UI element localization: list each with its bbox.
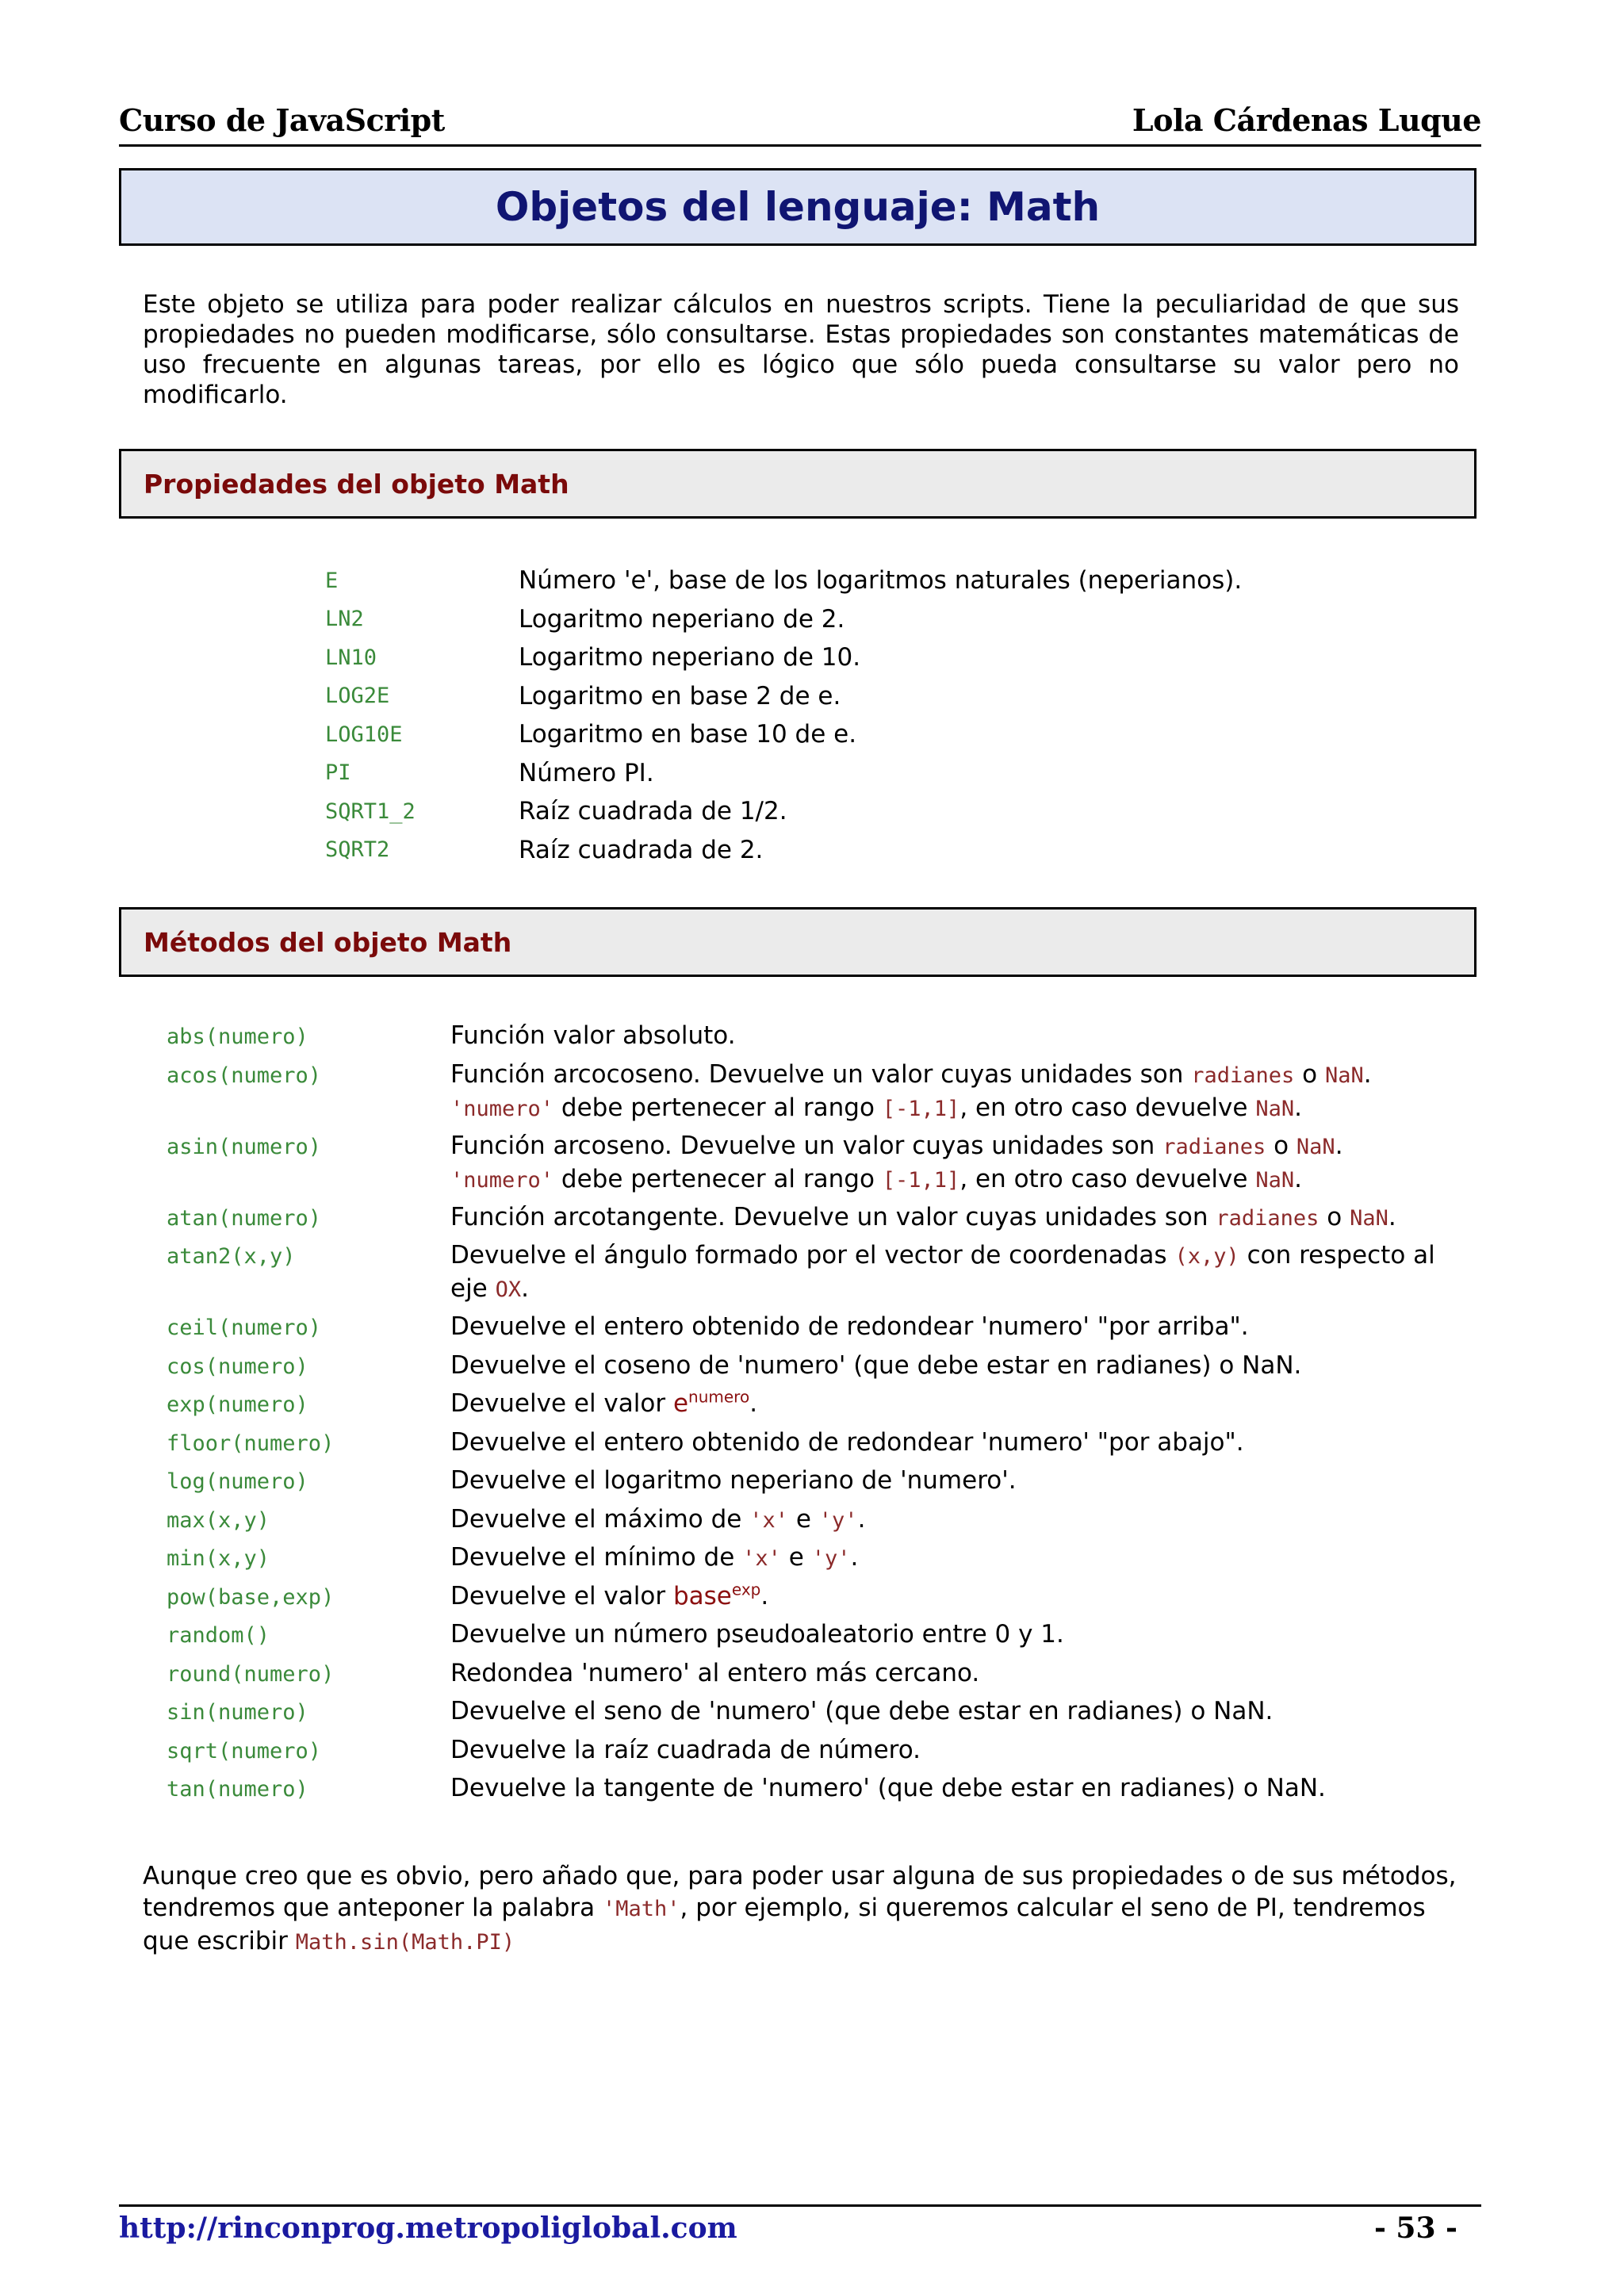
method-desc: Devuelve el logaritmo neperiano de 'numero'. bbox=[450, 1466, 1017, 1495]
method-desc: Devuelve el entero obtenido de redondear 'numero' "por abajo". bbox=[450, 1427, 1244, 1457]
method-name: tan(numero) bbox=[167, 1777, 308, 1802]
property-desc: Logaritmo neperiano de 10. bbox=[519, 643, 861, 672]
author-name: Lola Cárdenas Luque bbox=[1132, 102, 1481, 138]
method-row-random bbox=[167, 1618, 1451, 1657]
methods-heading-box bbox=[119, 907, 1477, 977]
methods-heading: Métodos del objeto Math bbox=[144, 926, 512, 958]
property-desc: Logaritmo en base 10 de e. bbox=[519, 720, 857, 749]
method-row-floor bbox=[167, 1427, 1451, 1465]
method-name: acos(numero) bbox=[167, 1063, 322, 1088]
method-desc: Devuelve el entero obtenido de redondear 'numero' "por arriba". bbox=[450, 1312, 1249, 1341]
page-number: - 53 - bbox=[1373, 2212, 1457, 2245]
property-desc: Logaritmo en base 2 de e. bbox=[519, 681, 841, 710]
method-name: min(x,y) bbox=[167, 1546, 270, 1571]
method-name: sin(numero) bbox=[167, 1700, 308, 1725]
method-desc: Devuelve la raíz cuadrada de número. bbox=[450, 1735, 921, 1764]
method-name: cos(numero) bbox=[167, 1354, 308, 1379]
property-name: LOG2E bbox=[325, 684, 390, 709]
property-name: PI bbox=[325, 760, 351, 786]
property-row bbox=[325, 677, 1242, 716]
method-name: log(numero) bbox=[167, 1469, 308, 1494]
method-desc: Función arcotangente. Devuelve un valor cuyas unidades son radianes o NaN. bbox=[450, 1202, 1396, 1231]
method-row-sqrt bbox=[167, 1734, 1451, 1773]
method-row-round bbox=[167, 1657, 1451, 1696]
method-row-asin bbox=[167, 1130, 1451, 1201]
property-row bbox=[325, 754, 1242, 793]
method-desc: Función arcoseno. Devuelve un valor cuyas unidades son radianes o NaN. 'numero' debe pertenecer al rango [-1,1], en otro caso devuelve NaN. bbox=[450, 1131, 1343, 1193]
method-desc: Devuelve el ángulo formado por el vector de coordenadas (x,y) con respecto al eje OX. bbox=[450, 1241, 1435, 1303]
property-desc: Raíz cuadrada de 2. bbox=[519, 835, 764, 864]
method-row-atan bbox=[167, 1201, 1451, 1240]
property-row bbox=[325, 715, 1242, 754]
property-name: E bbox=[325, 568, 339, 593]
method-desc: Devuelve el mínimo de 'x' e 'y'. bbox=[450, 1543, 859, 1572]
properties-heading-box bbox=[119, 449, 1477, 519]
property-row bbox=[325, 600, 1242, 639]
method-row-pow bbox=[167, 1580, 1451, 1619]
method-name: sqrt(numero) bbox=[167, 1738, 322, 1764]
closing-paragraph: Aunque creo que es obvio, pero añado que, para poder usar alguna de sus propiedades o de sus métodos, tendremos que anteponer la palabra 'Math', por ejemplo, si queremos calcular el seno de PI, tendremos que escribir Math.sin(Math.PI) bbox=[143, 1862, 1457, 1955]
method-name: floor(numero) bbox=[167, 1430, 335, 1456]
method-desc: Devuelve un número pseudoaleatorio entre 0 y 1. bbox=[450, 1620, 1064, 1649]
method-name: asin(numero) bbox=[167, 1134, 322, 1159]
method-row-sin bbox=[167, 1695, 1451, 1734]
method-name: atan(numero) bbox=[167, 1205, 322, 1231]
course-title: Curso de JavaScript bbox=[119, 102, 445, 138]
properties-table bbox=[325, 561, 1242, 869]
method-name: pow(base,exp) bbox=[167, 1584, 335, 1610]
method-desc: Devuelve el coseno de 'numero' (que debe estar en radianes) o NaN. bbox=[450, 1350, 1302, 1380]
method-row-max bbox=[167, 1503, 1451, 1542]
method-row-cos bbox=[167, 1350, 1451, 1388]
method-desc: Devuelve el seno de 'numero' (que debe estar en radianes) o NaN. bbox=[450, 1697, 1274, 1725]
page-header bbox=[119, 94, 1481, 147]
method-row-atan2 bbox=[167, 1239, 1451, 1311]
property-name: LN2 bbox=[325, 607, 364, 632]
method-name: atan2(x,y) bbox=[167, 1244, 296, 1269]
method-desc: Devuelve la tangente de 'numero' (que debe estar en radianes) o NaN. bbox=[450, 1774, 1326, 1802]
method-row-log bbox=[167, 1465, 1451, 1503]
method-desc: Devuelve el valor $e^{numero}$. bbox=[450, 1387, 758, 1418]
page-footer bbox=[119, 2204, 1481, 2245]
properties-heading: Propiedades del objeto Math bbox=[144, 468, 569, 500]
method-desc: Devuelve el máximo de 'x' e 'y'. bbox=[450, 1504, 866, 1534]
property-name: LOG10E bbox=[325, 722, 403, 747]
property-desc: Número PI. bbox=[519, 758, 654, 787]
method-desc: Función arcocoseno. Devuelve un valor cuyas unidades son radianes o NaN. 'numero' debe pertenecer al rango [-1,1], en otro caso devuelve NaN. bbox=[450, 1059, 1372, 1122]
property-name: SQRT1_2 bbox=[325, 798, 416, 824]
site-url-link[interactable]: http://rinconprog.metropoliglobal.com bbox=[119, 2212, 737, 2245]
method-name: round(numero) bbox=[167, 1661, 335, 1687]
method-desc: Redondea 'numero' al entero más cercano. bbox=[450, 1658, 980, 1687]
chapter-title: Objetos del lenguaje: Math bbox=[495, 184, 1101, 230]
methods-table bbox=[167, 1020, 1451, 1811]
method-row-abs bbox=[167, 1020, 1451, 1059]
property-name: LN10 bbox=[325, 645, 377, 670]
method-name: exp(numero) bbox=[167, 1392, 308, 1417]
property-desc: Raíz cuadrada de 1/2. bbox=[519, 797, 787, 826]
method-row-acos bbox=[167, 1059, 1451, 1130]
property-name: SQRT2 bbox=[325, 837, 390, 863]
property-row bbox=[325, 561, 1242, 600]
method-row-min bbox=[167, 1541, 1451, 1580]
method-name: abs(numero) bbox=[167, 1024, 308, 1049]
method-desc: Función valor absoluto. bbox=[450, 1021, 736, 1050]
method-name: ceil(numero) bbox=[167, 1316, 322, 1340]
method-row-exp bbox=[167, 1388, 1451, 1427]
method-name: max(x,y) bbox=[167, 1507, 270, 1533]
property-desc: Número 'e', base de los logaritmos naturales (neperianos). bbox=[519, 566, 1243, 596]
chapter-title-box bbox=[119, 168, 1477, 246]
method-name: random() bbox=[167, 1623, 270, 1648]
property-row bbox=[325, 792, 1242, 831]
method-desc: Devuelve el valor base$^{exp}$. bbox=[450, 1580, 769, 1610]
property-desc: Logaritmo neperiano de 2. bbox=[519, 604, 845, 634]
intro-paragraph: Este objeto se utiliza para poder realizar cálculos en nuestros scripts. Tiene la peculiaridad de que sus propiedades no pueden modificarse, sólo consultarse. Estas propiedades son constantes matemáticas de uso frecuente en algunas tareas, por ello es lógico que sólo pueda consultarse su valor pero no modificarlo. bbox=[143, 290, 1459, 409]
property-row bbox=[325, 638, 1242, 677]
method-row-tan bbox=[167, 1772, 1451, 1811]
method-row-ceil bbox=[167, 1311, 1451, 1350]
property-row bbox=[325, 831, 1242, 870]
